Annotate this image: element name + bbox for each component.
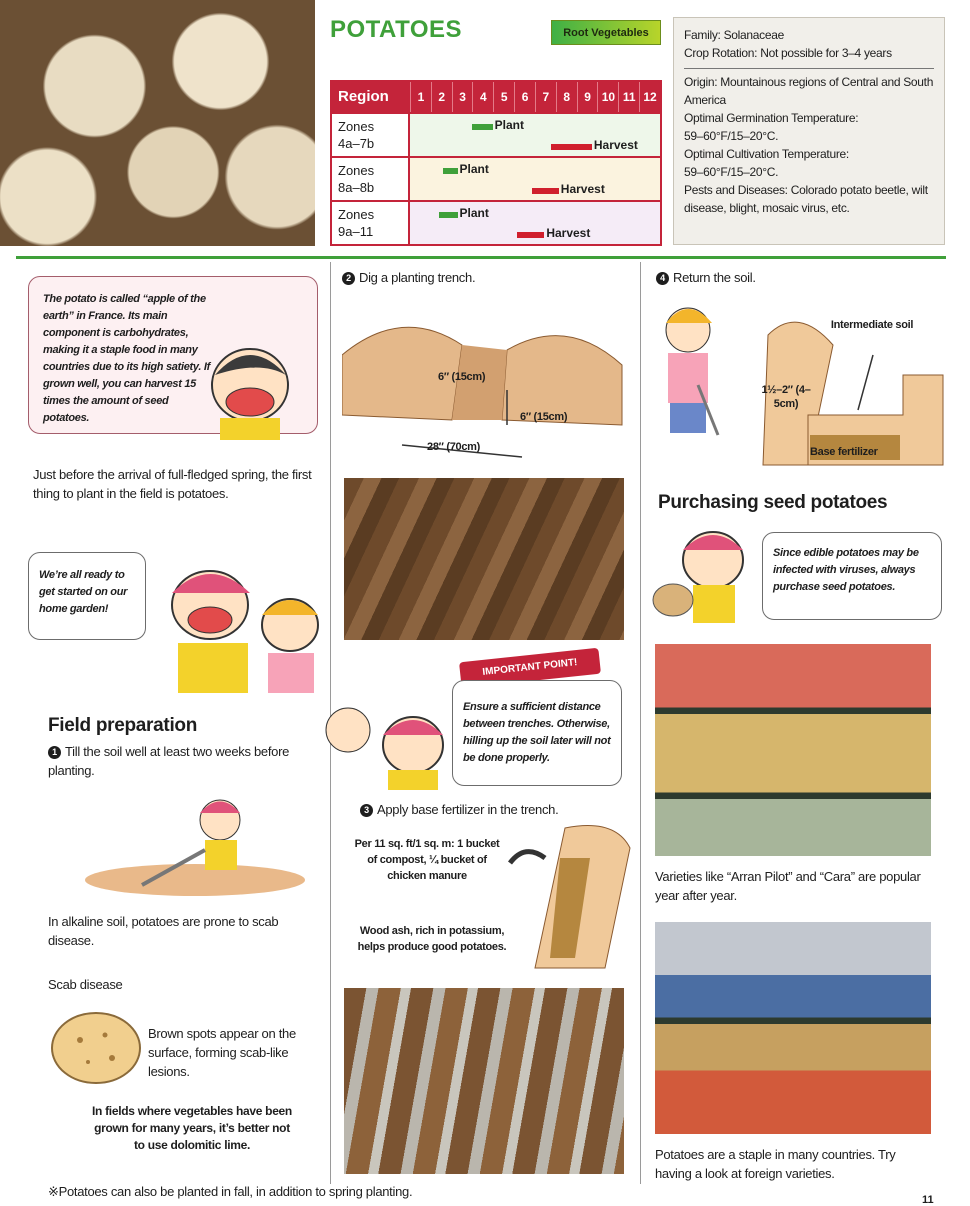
harvest-bar <box>517 232 544 238</box>
cultivation-value: 59–60°F/15–20°C. <box>684 165 779 179</box>
month-header: 6 <box>514 82 535 112</box>
plant-bar <box>439 212 458 218</box>
harvest-bar <box>532 188 559 194</box>
alkaline-soil-text: In alkaline soil, potatoes are prone to scab disease. <box>48 914 279 948</box>
zone-range: 4a–7b <box>338 136 375 151</box>
month-header: 2 <box>431 82 452 112</box>
cartoon-boy-illustration <box>190 340 315 440</box>
purchasing-heading: Purchasing seed potatoes <box>658 492 888 513</box>
month-header: 5 <box>493 82 514 112</box>
wood-ash-note: Wood ash, rich in potassium, helps produce good potatoes. <box>357 925 507 953</box>
ready-bubble <box>28 552 146 640</box>
important-point-text: Ensure a sufficient distance between trenches. Otherwise, hilling up the soil later will not be done properly. <box>463 701 611 764</box>
step-number-4: 4 <box>656 272 669 285</box>
page-number: 11 <box>922 1194 934 1206</box>
market-photo-2 <box>655 922 931 1134</box>
field-preparation-heading: Field preparation <box>48 715 198 736</box>
fertilizer-trench-illustration <box>505 818 635 978</box>
pests-text: Pests and Diseases: Colorado potato beetle, wilt disease, blight, mosaic virus, etc. <box>684 183 928 215</box>
page-title: POTATOES <box>330 16 463 43</box>
harvest-label: Harvest <box>560 182 605 196</box>
zone-label <box>332 114 410 156</box>
plant-label: Plant <box>459 206 489 220</box>
base-fertilizer-label: Base fertilizer <box>810 446 878 458</box>
important-point-tag: IMPORTANT POINT! <box>459 648 601 688</box>
month-header: 11 <box>618 82 639 112</box>
step-1 <box>48 742 318 780</box>
zone-label-line: Zones <box>338 207 375 222</box>
ash-trench-photo <box>344 988 624 1174</box>
month-header: 1 <box>410 82 431 112</box>
calendar-header <box>332 82 660 112</box>
step-2-text: Dig a planting trench. <box>359 270 476 285</box>
harvest-label: Harvest <box>546 226 591 240</box>
tilling-illustration <box>80 785 310 900</box>
crop-info-box <box>673 17 945 245</box>
calendar-row <box>332 200 660 244</box>
calendar-row <box>332 156 660 200</box>
month-header: 3 <box>452 82 473 112</box>
important-point-bubble <box>452 680 622 786</box>
family-text: Family: Solanaceae <box>684 28 784 42</box>
intermediate-soil-label: Intermediate soil <box>830 319 914 331</box>
staple-text: Potatoes are a staple in many countries. Try having a look at foreign varieties. <box>655 1147 896 1181</box>
varieties-text: Varieties like “Arran Pilot” and “Cara” are popular year after year. <box>655 869 921 903</box>
harvest-bar <box>551 144 592 150</box>
calendar-track <box>410 158 660 200</box>
scab-description: Brown spots appear on the surface, forming scab-like lesions. <box>148 1026 296 1079</box>
month-header: 8 <box>556 82 577 112</box>
plant-bar <box>443 168 457 174</box>
harvest-label: Harvest <box>593 138 638 152</box>
step-number-2: 2 <box>342 272 355 285</box>
calendar-row <box>332 112 660 156</box>
zone-range: 9a–11 <box>338 224 374 239</box>
calendar-track <box>410 114 660 156</box>
category-badge: Root Vegetables <box>551 20 661 45</box>
cartoon-kids-illustration <box>150 555 325 700</box>
column-divider <box>640 262 641 1184</box>
step-4-text: Return the soil. <box>673 270 756 285</box>
info-divider <box>684 68 934 69</box>
step-3-text: Apply base fertilizer in the trench. <box>377 802 559 817</box>
green-divider <box>16 256 946 259</box>
scab-potato-illustration <box>50 1010 142 1086</box>
fertilizer-amount: Per 11 sq. ft/1 sq. m: 1 bucket of compost, ¼ bucket of chicken manure <box>354 838 500 882</box>
zone-label-line: Zones <box>338 119 375 134</box>
potatoes-photo <box>0 0 315 246</box>
scab-disease-heading: Scab disease <box>48 977 123 992</box>
fall-planting-footnote: ※Potatoes can also be planted in fall, in addition to spring planting. <box>48 1184 413 1199</box>
plant-label: Plant <box>459 162 489 176</box>
trench-spacing-label: 28″ (70cm) <box>427 441 481 453</box>
apple-of-earth-text: The potato is called “apple of the earth” in France. Its main component is carbohydrates, making it a staple food in many countries due to its high satiety. If grown well, you can harvest 15 times the amount of seed potatoes. <box>43 293 210 424</box>
spring-planting-text: Just before the arrival of full-fledged spring, the first thing to plant in the field is potatoes. <box>33 467 312 501</box>
region-header: Region <box>338 88 389 105</box>
step-4 <box>656 268 756 287</box>
germination-label: Optimal Germination Temperature: <box>684 111 859 125</box>
month-header: 7 <box>535 82 556 112</box>
zone-label <box>332 158 410 200</box>
step-2 <box>342 268 475 287</box>
trench-width-label: 6″ (15cm) <box>438 371 486 383</box>
market-photo-1 <box>655 644 931 856</box>
germination-value: 59–60°F/15–20°C. <box>684 129 779 143</box>
plant-bar <box>472 124 493 130</box>
origin-text: Origin: Mountainous regions of Central and South America <box>684 75 934 107</box>
seed-potatoes-bubble <box>762 532 942 620</box>
step-1-text: Till the soil well at least two weeks before planting. <box>48 744 290 778</box>
zone-range: 8a–8b <box>338 180 375 195</box>
zone-label-line: Zones <box>338 163 375 178</box>
seed-potatoes-text: Since edible potatoes may be infected with viruses, always purchase seed potatoes. <box>773 547 919 593</box>
zone-label <box>332 202 410 244</box>
plant-label: Plant <box>494 118 524 132</box>
month-header: 4 <box>472 82 493 112</box>
soil-depth-label: 1½–2″ (4–5cm) <box>761 384 811 410</box>
month-headers <box>410 82 660 112</box>
cartoon-shopper-illustration <box>648 520 763 625</box>
month-header: 9 <box>577 82 598 112</box>
trench-depth-label: 6″ (15cm) <box>520 411 568 423</box>
step-number-3: 3 <box>360 804 373 817</box>
cultivation-label: Optimal Cultivation Temperature: <box>684 147 849 161</box>
planting-calendar <box>330 80 662 246</box>
rotation-text: Crop Rotation: Not possible for 3–4 years <box>684 46 892 60</box>
trench-photo <box>344 478 624 640</box>
dolomitic-lime-note: In fields where vegetables have been grown for many years, it’s better not to use dolomitic lime. <box>92 1104 292 1152</box>
month-header: 12 <box>639 82 660 112</box>
ready-text: We’re all ready to get started on our home garden! <box>39 569 128 615</box>
cartoon-pointing-illustration <box>318 700 453 790</box>
step-3 <box>360 800 558 819</box>
month-header: 10 <box>597 82 618 112</box>
step-number-1: 1 <box>48 746 61 759</box>
calendar-track <box>410 202 660 244</box>
